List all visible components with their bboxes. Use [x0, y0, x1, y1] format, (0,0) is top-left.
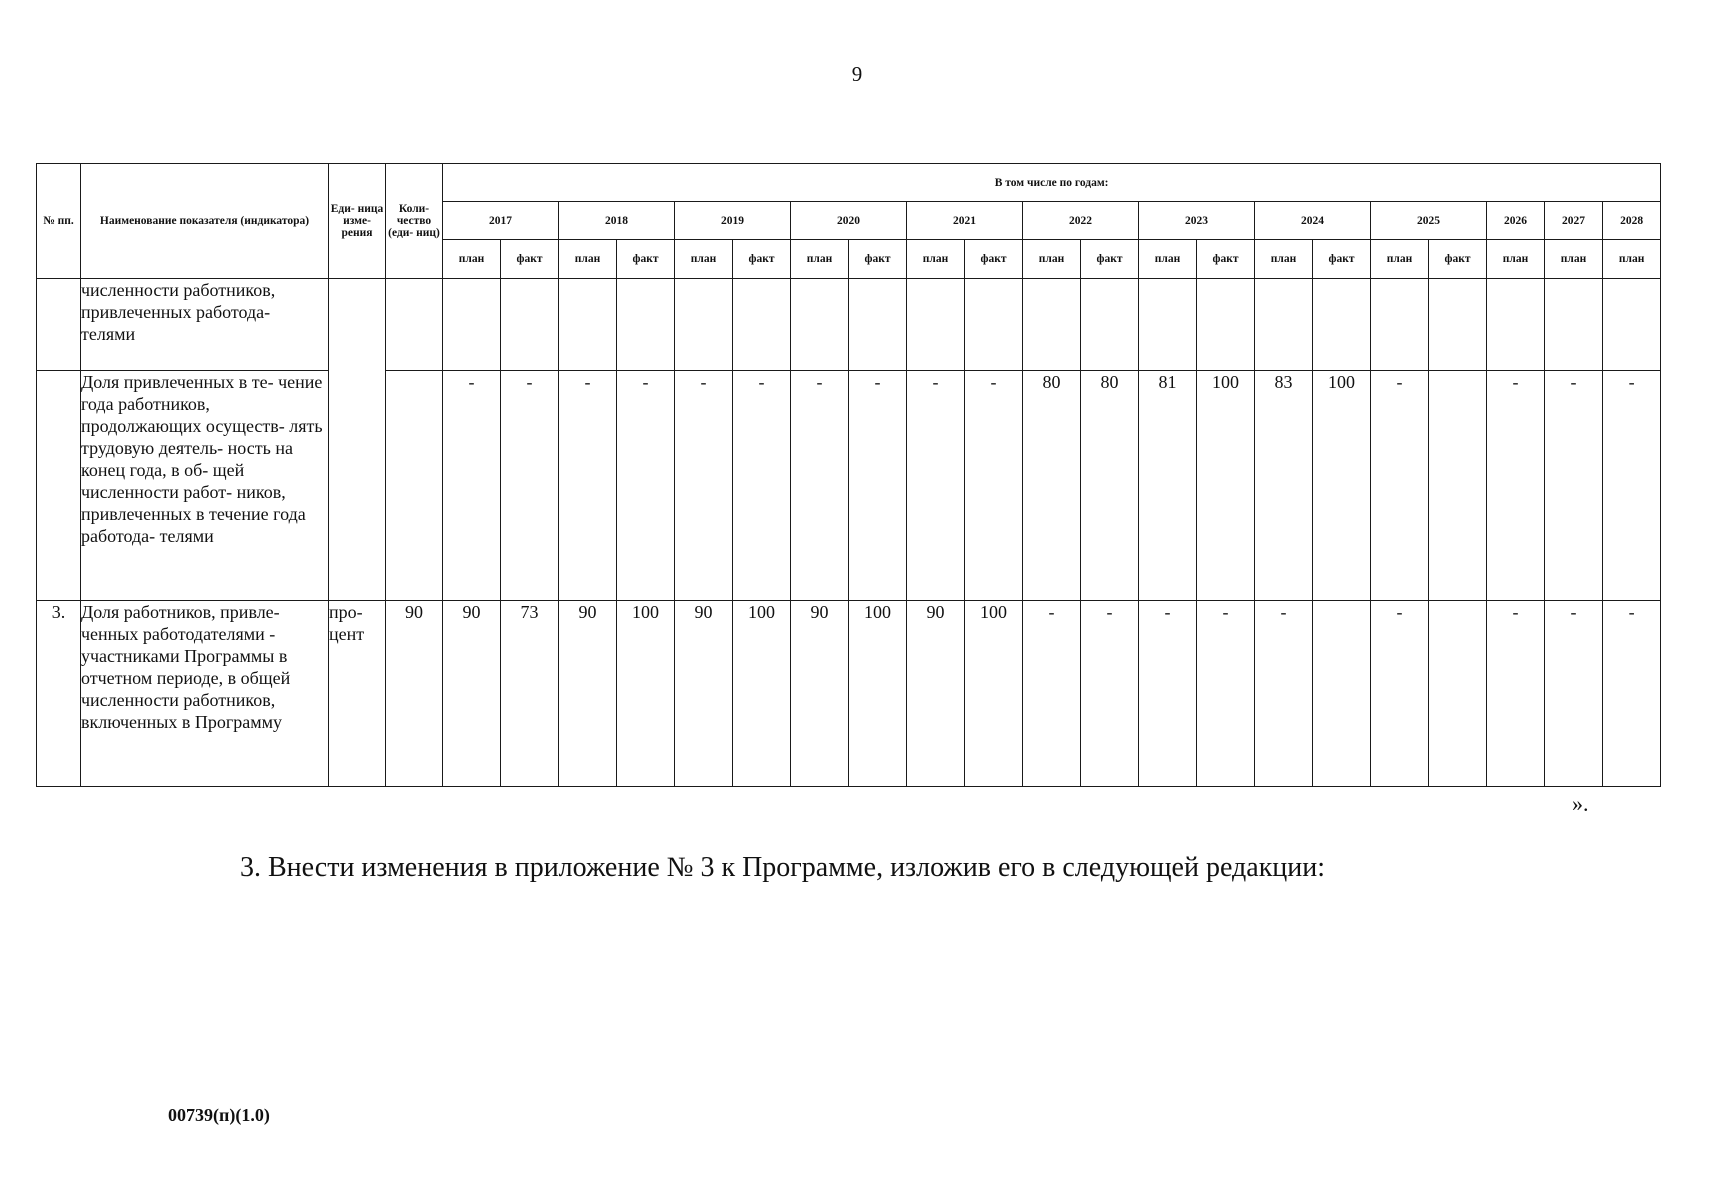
- row-num: [37, 279, 81, 371]
- value-cell: -: [1603, 371, 1661, 601]
- value-cell: [965, 279, 1023, 371]
- value-cell: -: [1545, 371, 1603, 601]
- value-cell: -: [1139, 601, 1197, 787]
- header-fact: факт: [1313, 240, 1371, 279]
- value-cell: -: [907, 371, 965, 601]
- value-cell: 100: [1313, 371, 1371, 601]
- header-year: 2026: [1487, 202, 1545, 240]
- value-cell: 80: [1081, 371, 1139, 601]
- value-cell: [443, 279, 501, 371]
- value-cell: 100: [1197, 371, 1255, 601]
- header-year: 2028: [1603, 202, 1661, 240]
- table-row: [37, 601, 1661, 787]
- header-fact: факт: [1197, 240, 1255, 279]
- header-quantity: Коли- чество (еди- ниц): [386, 164, 443, 279]
- value-cell: 100: [965, 601, 1023, 787]
- header-year: 2017: [443, 202, 559, 240]
- header-plan: план: [1545, 240, 1603, 279]
- value-cell: [1487, 279, 1545, 371]
- value-cell: 90: [675, 601, 733, 787]
- value-cell: 80: [1023, 371, 1081, 601]
- header-plan: план: [907, 240, 965, 279]
- header-fact: факт: [1081, 240, 1139, 279]
- value-cell: 100: [849, 601, 907, 787]
- page-number: 9: [851, 62, 863, 86]
- closing-quote: ».: [1572, 791, 1589, 816]
- value-cell: [1197, 279, 1255, 371]
- row-num: 3.: [37, 601, 81, 787]
- value-cell: [1313, 279, 1371, 371]
- header-fact: факт: [965, 240, 1023, 279]
- value-cell: [1429, 371, 1487, 601]
- value-cell: 83: [1255, 371, 1313, 601]
- value-cell: -: [791, 371, 849, 601]
- header-plan: план: [443, 240, 501, 279]
- header-year: 2027: [1545, 202, 1603, 240]
- value-cell: 90: [443, 601, 501, 787]
- indicator-name: Доля привлеченных в те- чение года работников, продолжающих осуществ- лять трудовую деятель- ность на конец года, в об- щей численности работ- ников, привлеченных в течение года работода- телями: [81, 371, 329, 601]
- header-name: Наименование показателя (индикатора): [81, 164, 329, 279]
- value-cell: 73: [501, 601, 559, 787]
- value-cell: [1545, 279, 1603, 371]
- header-year: 2025: [1371, 202, 1487, 240]
- value-cell: [617, 279, 675, 371]
- document-code: 00739(п)(1.0): [168, 1105, 270, 1125]
- value-cell: -: [1255, 601, 1313, 787]
- value-cell: [733, 279, 791, 371]
- header-unit: Еди- ница изме- рения: [329, 164, 386, 279]
- value-cell: -: [559, 371, 617, 601]
- table-row: [37, 371, 1661, 601]
- value-cell: -: [733, 371, 791, 601]
- indicator-name: Доля работников, привле- ченных работодателями - участниками Программы в отчетном периоде, в общей численности работников, включенных в Программу: [81, 601, 329, 787]
- header-year: 2021: [907, 202, 1023, 240]
- header-plan: план: [1371, 240, 1429, 279]
- header-fact: факт: [733, 240, 791, 279]
- quantity-cell: [386, 279, 443, 371]
- header-plan: план: [675, 240, 733, 279]
- value-cell: 90: [791, 601, 849, 787]
- value-cell: -: [965, 371, 1023, 601]
- value-cell: -: [1487, 371, 1545, 601]
- header-plan: план: [1487, 240, 1545, 279]
- header-num: № пп.: [37, 164, 81, 279]
- value-cell: -: [1545, 601, 1603, 787]
- value-cell: [1429, 601, 1487, 787]
- value-cell: -: [1197, 601, 1255, 787]
- value-cell: 90: [907, 601, 965, 787]
- header-year: 2020: [791, 202, 907, 240]
- value-cell: [675, 279, 733, 371]
- value-cell: [849, 279, 907, 371]
- value-cell: -: [1371, 601, 1429, 787]
- header-year: 2022: [1023, 202, 1139, 240]
- row-num: [37, 371, 81, 601]
- value-cell: -: [443, 371, 501, 601]
- value-cell: 81: [1139, 371, 1197, 601]
- unit-cell: про- цент: [329, 601, 386, 787]
- instruction-paragraph: 3. Внести изменения в приложение № 3 к Программе, изложив его в следующей редакции:: [240, 852, 1326, 883]
- header-fact: факт: [1429, 240, 1487, 279]
- header-years-group: В том числе по годам:: [443, 164, 1661, 202]
- header-plan: план: [1139, 240, 1197, 279]
- header-plan: план: [559, 240, 617, 279]
- value-cell: -: [617, 371, 675, 601]
- indicator-name: численности работников, привлеченных работода- телями: [81, 279, 329, 371]
- value-cell: -: [1487, 601, 1545, 787]
- value-cell: [1139, 279, 1197, 371]
- header-fact: факт: [849, 240, 907, 279]
- value-cell: -: [1603, 601, 1661, 787]
- value-cell: [1429, 279, 1487, 371]
- header-year: 2023: [1139, 202, 1255, 240]
- value-cell: -: [675, 371, 733, 601]
- header-plan: план: [1255, 240, 1313, 279]
- header-year: 2019: [675, 202, 791, 240]
- value-cell: -: [1081, 601, 1139, 787]
- value-cell: [1081, 279, 1139, 371]
- value-cell: [1313, 601, 1371, 787]
- value-cell: [1255, 279, 1313, 371]
- header-year: 2018: [559, 202, 675, 240]
- value-cell: 100: [733, 601, 791, 787]
- value-cell: 90: [559, 601, 617, 787]
- header-plan: план: [1023, 240, 1081, 279]
- value-cell: 100: [617, 601, 675, 787]
- value-cell: [559, 279, 617, 371]
- value-cell: -: [501, 371, 559, 601]
- value-cell: [791, 279, 849, 371]
- value-cell: [1371, 279, 1429, 371]
- table-row: [37, 279, 1661, 371]
- header-fact: факт: [617, 240, 675, 279]
- indicator-table: [36, 163, 1661, 787]
- unit-cell: [329, 279, 386, 601]
- header-plan: план: [1603, 240, 1661, 279]
- quantity-cell: 90: [386, 601, 443, 787]
- value-cell: -: [1371, 371, 1429, 601]
- quantity-cell: [386, 371, 443, 601]
- value-cell: -: [849, 371, 907, 601]
- value-cell: -: [1023, 601, 1081, 787]
- header-fact: факт: [501, 240, 559, 279]
- value-cell: [501, 279, 559, 371]
- value-cell: [1603, 279, 1661, 371]
- header-plan: план: [791, 240, 849, 279]
- header-year: 2024: [1255, 202, 1371, 240]
- value-cell: [1023, 279, 1081, 371]
- value-cell: [907, 279, 965, 371]
